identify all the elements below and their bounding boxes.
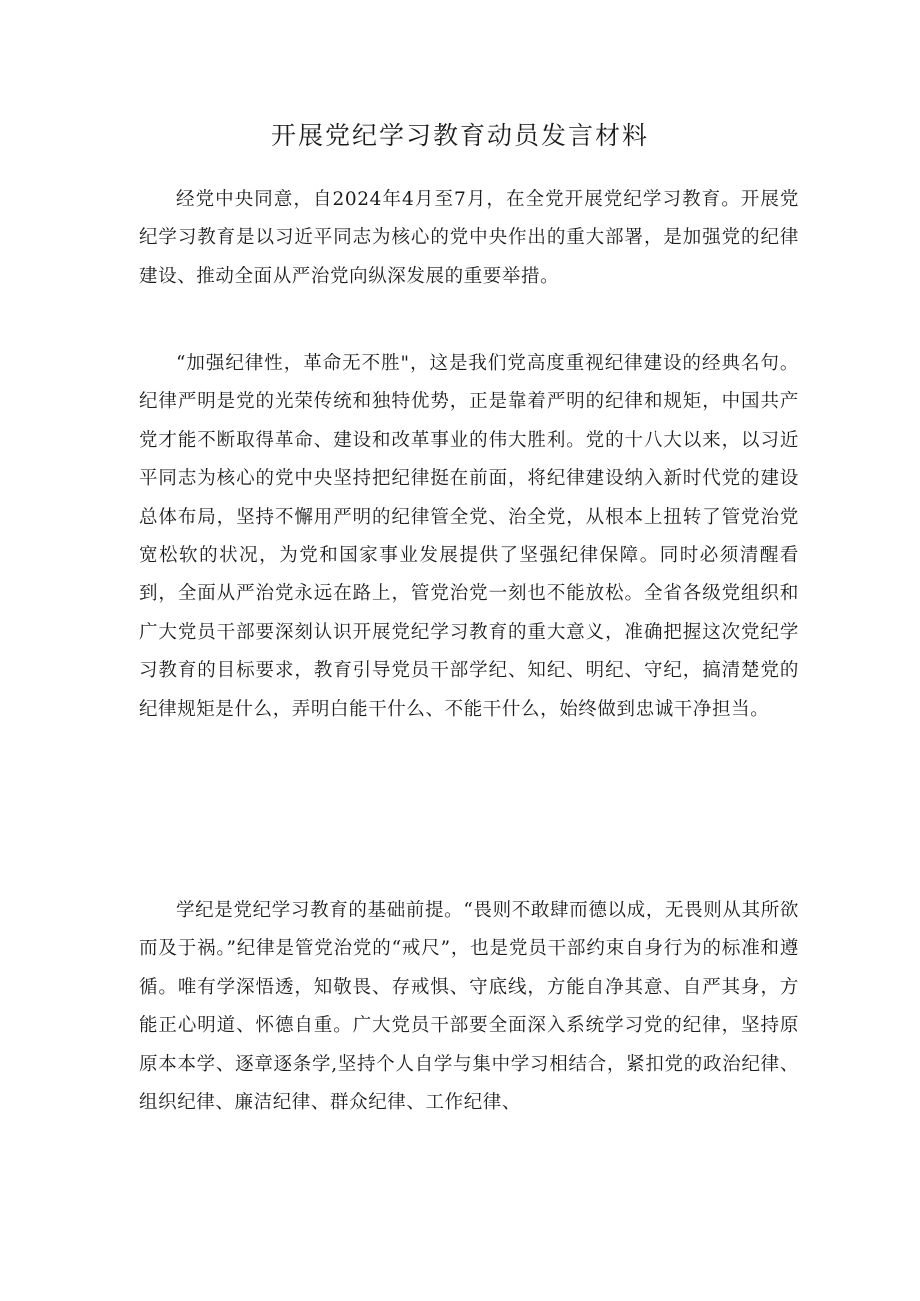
paragraph-intro: 经党中央同意，自2024年4月至7月，在全党开展党纪学习教育。开展党纪学习教育是以习近平同志为核心的党中央作出的重大部署，是加强党的纪律建设、推动全面从严治党向纵深发展的重要举措。 [139, 189, 799, 287]
paragraph-discipline-tradition: “加强纪律性，革命无不胜"，这是我们党高度重视纪律建设的经典名句。纪律严明是党的光荣传统和独特优势，正是靠着严明的纪律和规矩，中国共产党才能不断取得革命、建设和改革事业的伟大胜利。党的十八大以来，以习近平同志为核心的党中央坚持把纪律挺在前面，将纪律建设纳入新时代党的建设总体布局，坚持不懈用严明的纪律管全党、治全党，从根本上扭转了管党治党宽松软的状况，为党和国家事业发展提供了坚强纪律保障。同时必须清醒看到，全面从严治党永远在路上，管党治党一刻也不能放松。全省各级党组织和广大党员干部要深刻认识开展党纪学习教育的重大意义，准确把握这次党纪学习教育的目标要求，教育引导党员干部学纪、知纪、明纪、守纪，搞清楚党的纪律规矩是什么，弄明白能干什么、不能干什么，始终做到忠诚干净担当。 [139, 353, 799, 720]
paragraph-study-discipline: 学纪是党纪学习教育的基础前提。“畏则不敢肆而德以成，无畏则从其所欲而及于祸。”纪律是管党治党的“戒尺”，也是党员干部约束自身行为的标准和遵循。唯有学深悟透，知敬畏、存戒惧、守底线，方能自净其意、自严其身，方能正心明道、怀德自重。广大党员干部要全面深入系统学习党的纪律，坚持原原本本学、逐章逐条学,坚持个人自学与集中学习相结合，紧扣党的政治纪律、组织纪律、廉洁纪律、群众纪律、工作纪律、 [139, 900, 799, 1114]
document-title: 开展党纪学习教育动员发言材料 [270, 121, 649, 150]
